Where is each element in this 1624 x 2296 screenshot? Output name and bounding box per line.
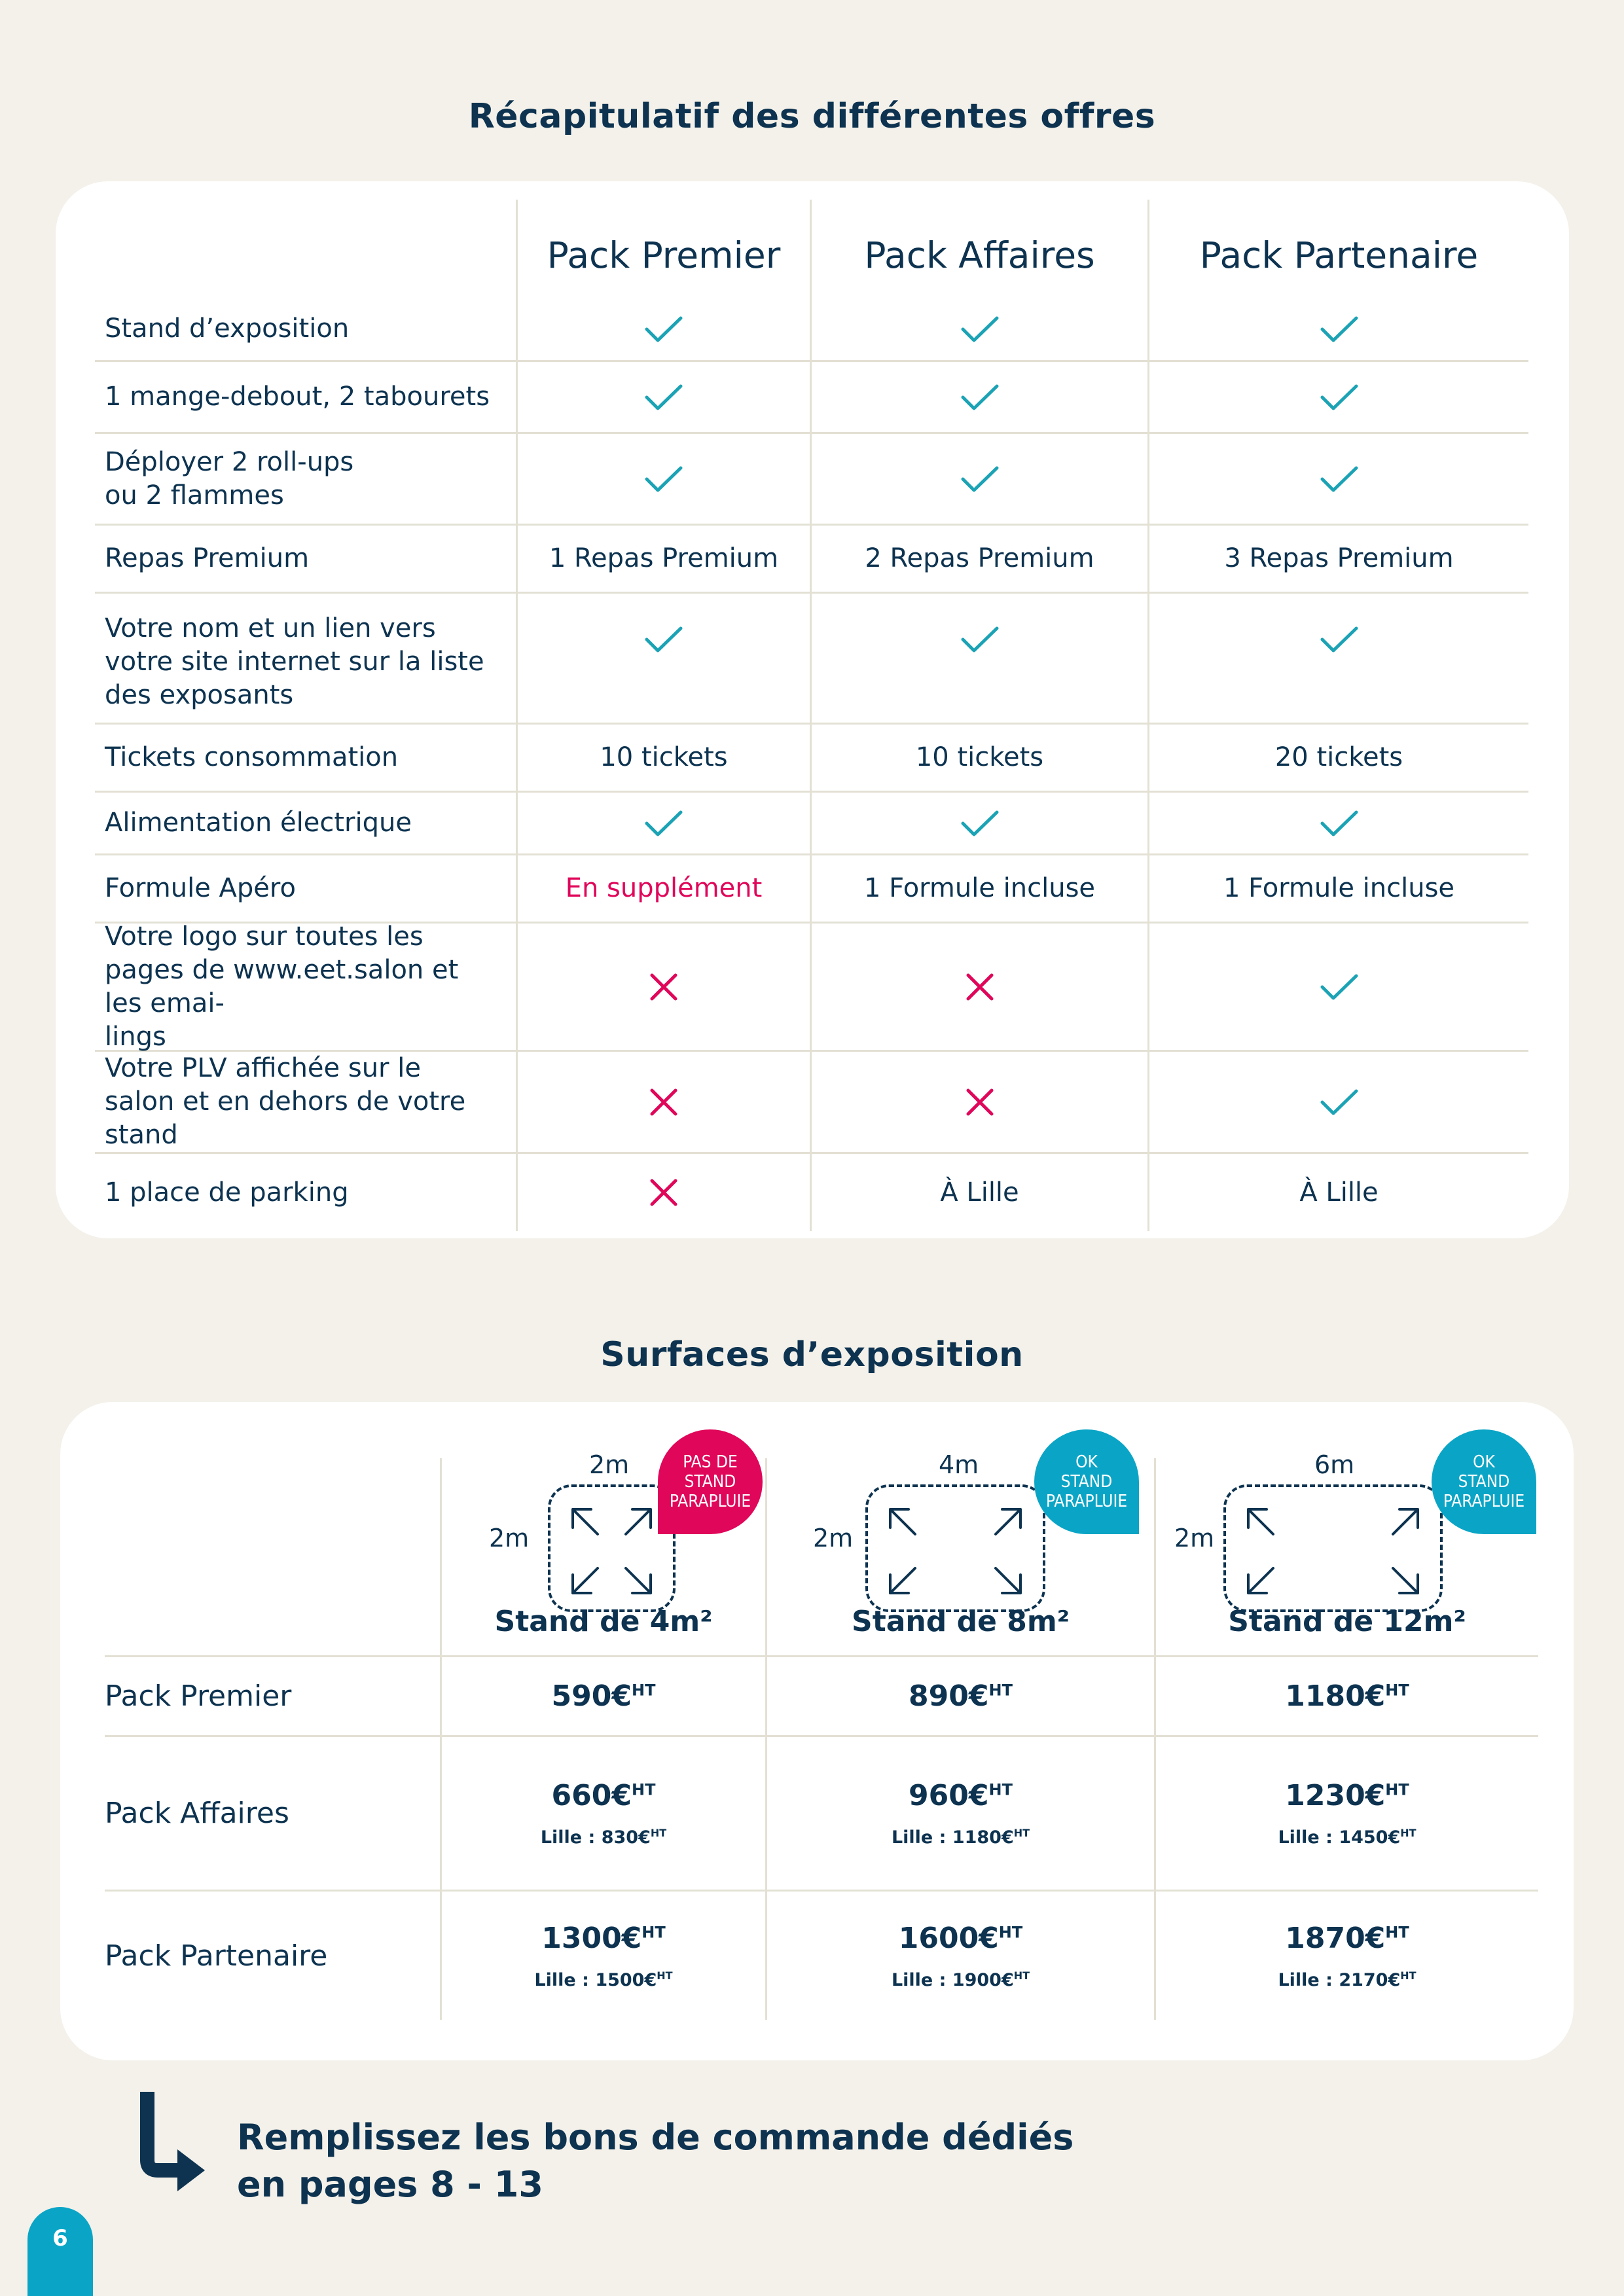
surfaces-card xyxy=(60,1402,1574,2060)
feature-label xyxy=(95,921,516,1052)
lille-price-tax-suffix: HT xyxy=(1013,1827,1030,1839)
pack-row-label: Pack Premier xyxy=(105,1657,440,1737)
feature-label-text: Déployer 2 roll-ups ou 2 flammes xyxy=(105,446,354,511)
feature-label xyxy=(95,434,516,526)
header-blank-cell xyxy=(105,1458,440,1657)
price-amount: 960€ xyxy=(909,1779,989,1812)
price-cell xyxy=(765,1892,1154,2020)
feature-value xyxy=(1147,526,1528,594)
price-tax-suffix: HT xyxy=(1385,1922,1409,1941)
feature-value-text: 10 tickets xyxy=(600,742,728,772)
expand-arrow-icon xyxy=(1386,1504,1423,1543)
price-amount: 1870€ xyxy=(1285,1921,1386,1955)
expand-arrow-icon xyxy=(989,1504,1026,1543)
feature-value-text: 1 Formule incluse xyxy=(1223,873,1455,903)
feature-value xyxy=(516,526,810,594)
check-icon xyxy=(1320,973,1359,1001)
feature-label-text: Formule Apéro xyxy=(105,873,296,903)
feature-label xyxy=(95,1154,516,1231)
feature-value xyxy=(1147,855,1528,924)
lille-price-amount: Lille : 2170€ xyxy=(1278,1969,1401,1990)
pack-header-3: Pack Partenaire xyxy=(1147,200,1528,298)
offers-card xyxy=(56,181,1569,1238)
cta-text xyxy=(237,2114,1074,2208)
feature-label xyxy=(95,526,516,594)
feature-value xyxy=(516,1052,810,1154)
lille-price-amount: Lille : 1180€ xyxy=(891,1827,1014,1848)
price-amount: 1600€ xyxy=(898,1921,999,1955)
feature-value xyxy=(516,594,810,725)
cta-line-2: en pages 8 - 13 xyxy=(237,2164,543,2205)
stand-name: Stand de 12m² xyxy=(1228,1605,1466,1638)
check-icon xyxy=(960,809,1000,838)
feature-value xyxy=(516,362,810,434)
price-value xyxy=(899,1922,1023,1955)
stand-diagram xyxy=(767,1450,1154,1655)
feature-value xyxy=(516,298,810,362)
feature-label-text: Votre logo sur toutes les pages de www.eet.salon et les emai- lings xyxy=(105,921,459,1052)
cross-icon xyxy=(649,973,678,1001)
price-value xyxy=(909,1779,1013,1812)
stand-header-3 xyxy=(1154,1450,1538,1657)
pack-row-label: Pack Affaires xyxy=(105,1737,440,1892)
stand-depth-label: 2m xyxy=(813,1524,854,1552)
feature-label-text: Votre PLV affichée sur le salon et en dehors de votre stand xyxy=(105,1053,466,1150)
lille-price-tax-suffix: HT xyxy=(1400,1827,1416,1839)
umbrella-stand-badge: OK STAND PARAPLUIE xyxy=(1432,1429,1536,1534)
feature-value-text: 3 Repas Premium xyxy=(1224,543,1454,573)
price-amount: 660€ xyxy=(551,1779,632,1812)
header-blank-cell xyxy=(95,200,516,298)
price-tax-suffix: HT xyxy=(998,1922,1023,1941)
price-cell xyxy=(440,1892,765,2020)
feature-value-text: 20 tickets xyxy=(1274,742,1403,772)
cta-line-1: Remplissez les bons de commande dédiés xyxy=(237,2117,1074,2158)
feature-value xyxy=(810,924,1147,1052)
surfaces-title: Surfaces d’exposition xyxy=(600,1335,1024,1374)
feature-value-text: 1 Repas Premium xyxy=(549,543,779,573)
feature-label xyxy=(95,594,516,725)
feature-value-text: À Lille xyxy=(1299,1177,1379,1208)
expand-arrow-icon xyxy=(1243,1504,1280,1543)
feature-value-text: En supplément xyxy=(565,873,763,903)
check-icon xyxy=(1320,315,1359,344)
lille-price xyxy=(541,1827,666,1848)
arrow-down-right-icon xyxy=(134,2089,206,2197)
lille-price xyxy=(534,1969,672,1990)
stand-header-1 xyxy=(440,1450,765,1657)
feature-value xyxy=(1147,793,1528,855)
check-icon xyxy=(960,465,1000,493)
check-icon xyxy=(1320,383,1359,412)
price-value xyxy=(552,1779,656,1812)
price-amount: 1230€ xyxy=(1285,1779,1386,1812)
feature-value xyxy=(1147,594,1528,725)
feature-value xyxy=(516,855,810,924)
pack-header-2: Pack Affaires xyxy=(810,200,1147,298)
expand-arrow-icon xyxy=(885,1504,922,1543)
stand-name: Stand de 4m² xyxy=(494,1605,713,1638)
feature-value xyxy=(810,362,1147,434)
check-icon xyxy=(960,383,1000,412)
expand-arrow-icon xyxy=(568,1562,604,1601)
price-value xyxy=(1285,1679,1409,1713)
feature-value xyxy=(1147,434,1528,526)
feature-label-text: 1 mange-debout, 2 tabourets xyxy=(105,382,490,412)
lille-price-amount: Lille : 1450€ xyxy=(1278,1827,1401,1848)
feature-label xyxy=(95,298,516,362)
feature-value xyxy=(516,793,810,855)
check-icon xyxy=(644,625,683,654)
feature-value xyxy=(1147,725,1528,793)
feature-value xyxy=(1147,298,1528,362)
price-tax-suffix: HT xyxy=(641,1922,666,1941)
price-tax-suffix: HT xyxy=(632,1681,656,1700)
lille-price-amount: Lille : 1500€ xyxy=(534,1969,657,1990)
feature-value xyxy=(810,594,1147,725)
feature-value xyxy=(1147,1154,1528,1231)
check-icon xyxy=(960,315,1000,344)
check-icon xyxy=(644,315,683,344)
feature-value xyxy=(1147,924,1528,1052)
check-icon xyxy=(1320,625,1359,654)
stand-diagram xyxy=(1156,1450,1538,1655)
cross-icon xyxy=(649,1088,678,1117)
feature-value xyxy=(810,1154,1147,1231)
stand-name: Stand de 8m² xyxy=(852,1605,1070,1638)
stand-width-label: 6m xyxy=(1314,1450,1355,1479)
price-amount: 590€ xyxy=(551,1679,632,1713)
price-value xyxy=(909,1679,1013,1713)
feature-value xyxy=(810,298,1147,362)
stand-depth-label: 2m xyxy=(489,1524,530,1552)
pack-row-label: Pack Partenaire xyxy=(105,1939,328,1973)
stand-depth-label: 2m xyxy=(1174,1524,1215,1552)
price-cell xyxy=(1154,1892,1538,2020)
price-tax-suffix: HT xyxy=(988,1780,1013,1799)
price-amount: 890€ xyxy=(909,1679,989,1713)
feature-value xyxy=(516,1154,810,1231)
price-cell xyxy=(1154,1657,1538,1737)
lille-price xyxy=(1278,1969,1416,1990)
expand-arrow-icon xyxy=(1386,1562,1423,1601)
price-cell xyxy=(440,1737,765,1892)
price-cell xyxy=(765,1737,1154,1892)
expand-arrow-icon xyxy=(1243,1562,1280,1601)
feature-value-text: 1 Formule incluse xyxy=(863,873,1096,903)
feature-label xyxy=(95,793,516,855)
price-amount: 1300€ xyxy=(541,1921,642,1955)
lille-price-amount: Lille : 1900€ xyxy=(891,1969,1014,1990)
feature-value xyxy=(516,434,810,526)
check-icon xyxy=(1320,809,1359,838)
expand-arrow-icon xyxy=(619,1504,656,1543)
stand-width-label: 4m xyxy=(939,1450,979,1479)
feature-value xyxy=(810,434,1147,526)
feature-value-text: 2 Repas Premium xyxy=(865,543,1094,573)
price-value xyxy=(1285,1779,1409,1812)
feature-value-text: À Lille xyxy=(940,1177,1019,1208)
pack-header-1: Pack Premier xyxy=(516,200,810,298)
feature-label-text: 1 place de parking xyxy=(105,1177,349,1208)
cross-icon xyxy=(649,1178,678,1207)
expand-arrow-icon xyxy=(989,1562,1026,1601)
check-icon xyxy=(1320,465,1359,493)
price-tax-suffix: HT xyxy=(988,1681,1013,1700)
lille-price-tax-suffix: HT xyxy=(1013,1969,1030,1982)
feature-label xyxy=(95,362,516,434)
price-cell xyxy=(1154,1737,1538,1892)
price-tax-suffix: HT xyxy=(632,1780,656,1799)
feature-value xyxy=(810,725,1147,793)
feature-value xyxy=(810,526,1147,594)
feature-label-text: Votre nom et un lien vers votre site internet sur la liste des exposants xyxy=(105,613,484,710)
expand-arrow-icon xyxy=(568,1504,604,1543)
check-icon xyxy=(644,809,683,838)
price-value xyxy=(1285,1922,1409,1955)
feature-value xyxy=(810,793,1147,855)
lille-price-tax-suffix: HT xyxy=(650,1827,667,1839)
lille-price-tax-suffix: HT xyxy=(1400,1969,1416,1982)
price-amount: 1180€ xyxy=(1285,1679,1386,1713)
lille-price-amount: Lille : 830€ xyxy=(540,1827,651,1848)
check-icon xyxy=(1320,1088,1359,1117)
price-value xyxy=(541,1922,666,1955)
feature-label xyxy=(95,1052,516,1154)
feature-label-text: Alimentation électrique xyxy=(105,808,412,838)
feature-label-text: Tickets consommation xyxy=(105,742,399,772)
cross-icon xyxy=(965,973,994,1001)
expand-arrow-icon xyxy=(619,1562,656,1601)
stand-width-label: 2m xyxy=(589,1450,630,1479)
cross-icon xyxy=(965,1088,994,1117)
price-tax-suffix: HT xyxy=(1385,1780,1409,1799)
umbrella-stand-badge: OK STAND PARAPLUIE xyxy=(1034,1429,1139,1534)
feature-value-text: 10 tickets xyxy=(915,742,1044,772)
feature-value xyxy=(516,924,810,1052)
lille-price xyxy=(892,1969,1030,1990)
umbrella-stand-badge: PAS DE STAND PARAPLUIE xyxy=(658,1429,763,1534)
price-tax-suffix: HT xyxy=(1385,1681,1409,1700)
price-cell xyxy=(765,1657,1154,1737)
surfaces-table xyxy=(105,1450,1538,2020)
feature-label xyxy=(95,725,516,793)
lille-price xyxy=(1278,1827,1416,1848)
stand-header-2 xyxy=(765,1450,1154,1657)
expand-arrow-icon xyxy=(885,1562,922,1601)
page-number: 6 xyxy=(27,2207,93,2296)
feature-value xyxy=(516,725,810,793)
lille-price xyxy=(892,1827,1030,1848)
stand-diagram xyxy=(442,1450,765,1655)
offers-title: Récapitulatif des différentes offres xyxy=(468,97,1156,136)
price-value xyxy=(552,1679,656,1713)
check-icon xyxy=(644,465,683,493)
check-icon xyxy=(960,625,1000,654)
feature-value xyxy=(810,1052,1147,1154)
offers-table xyxy=(95,200,1528,1231)
lille-price-tax-suffix: HT xyxy=(657,1969,673,1982)
feature-value xyxy=(810,855,1147,924)
feature-label-text: Stand d’exposition xyxy=(105,314,350,344)
feature-label-text: Repas Premium xyxy=(105,543,310,573)
check-icon xyxy=(644,383,683,412)
feature-value xyxy=(1147,1052,1528,1154)
price-cell xyxy=(440,1657,765,1737)
feature-label xyxy=(95,855,516,924)
feature-value xyxy=(1147,362,1528,434)
